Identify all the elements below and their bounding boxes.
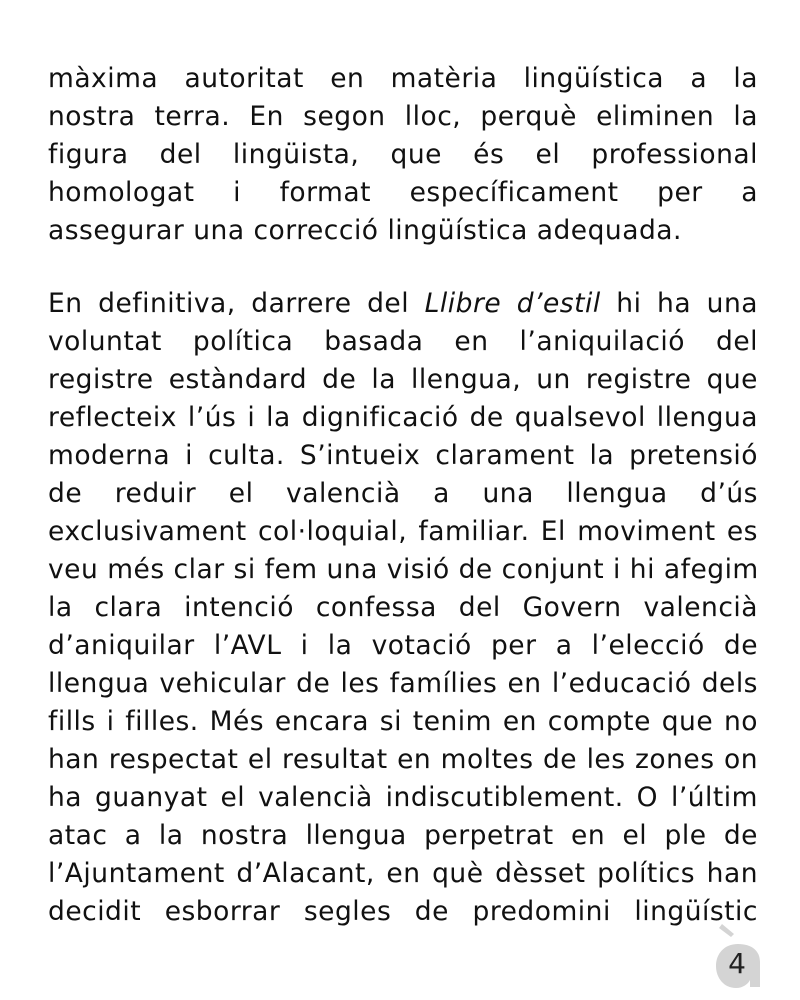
book-title: Llibre d’estil (424, 288, 601, 319)
text-line: voluntat política basada en l’aniquilació del (48, 326, 758, 357)
text-line: atac a la nostra llengua perpetrat en el ple de (48, 820, 758, 851)
text-line: màxima autoritat en matèria lingüística a la (48, 63, 758, 94)
text-line: fills i filles. Més encara si tenim en compte que no (48, 706, 758, 737)
text-line: l’Ajuntament d’Alacant, en què dèsset polítics han (48, 858, 758, 889)
text-line: llengua vehicular de les famílies en l’educació dels (48, 668, 758, 699)
text-line: veu més clar si fem una visió de conjunt i hi afegim (48, 554, 759, 585)
text-line: d’aniquilar l’AVL i la votació per a l’elecció de (48, 630, 758, 661)
text-line: assegurar una correcció lingüística adequada. (48, 215, 682, 246)
page-number: 4 (728, 947, 746, 980)
text-line: ha guanyat el valencià indiscutiblement. O l’últim (48, 782, 758, 813)
text-line: de reduir el valencià a una llengua d’ús (48, 478, 758, 509)
text-line: exclusivament col·loquial, familiar. El moviment es (48, 516, 758, 547)
text-line: figura del lingüista, que és el professional (48, 139, 758, 170)
text-line: registre estàndard de la llengua, un registre que (48, 364, 758, 395)
paragraph-2 (48, 285, 758, 931)
text-line: decidit esborrar segles de predomini lingüístic (48, 896, 758, 927)
text-line: moderna i culta. S’intueix clarament la pretensió (48, 440, 758, 471)
text-fragment: En definitiva, darrere del (48, 288, 425, 319)
text-line: han respectat el resultat en moltes de les zones on (48, 744, 758, 775)
text-line-with-title (48, 285, 758, 323)
text-fragment: hi ha una (600, 288, 758, 319)
text-line: nostra terra. En segon lloc, perquè eliminen la (48, 101, 758, 132)
text-line: la clara intenció confessa del Govern valencià (48, 592, 758, 623)
text-line: homologat i format específicament per a (48, 177, 758, 208)
accent-mark (719, 924, 734, 937)
text-line: reflecteix l’ús i la dignificació de qualsevol llengua (48, 402, 758, 433)
paragraph-1 (48, 60, 758, 250)
